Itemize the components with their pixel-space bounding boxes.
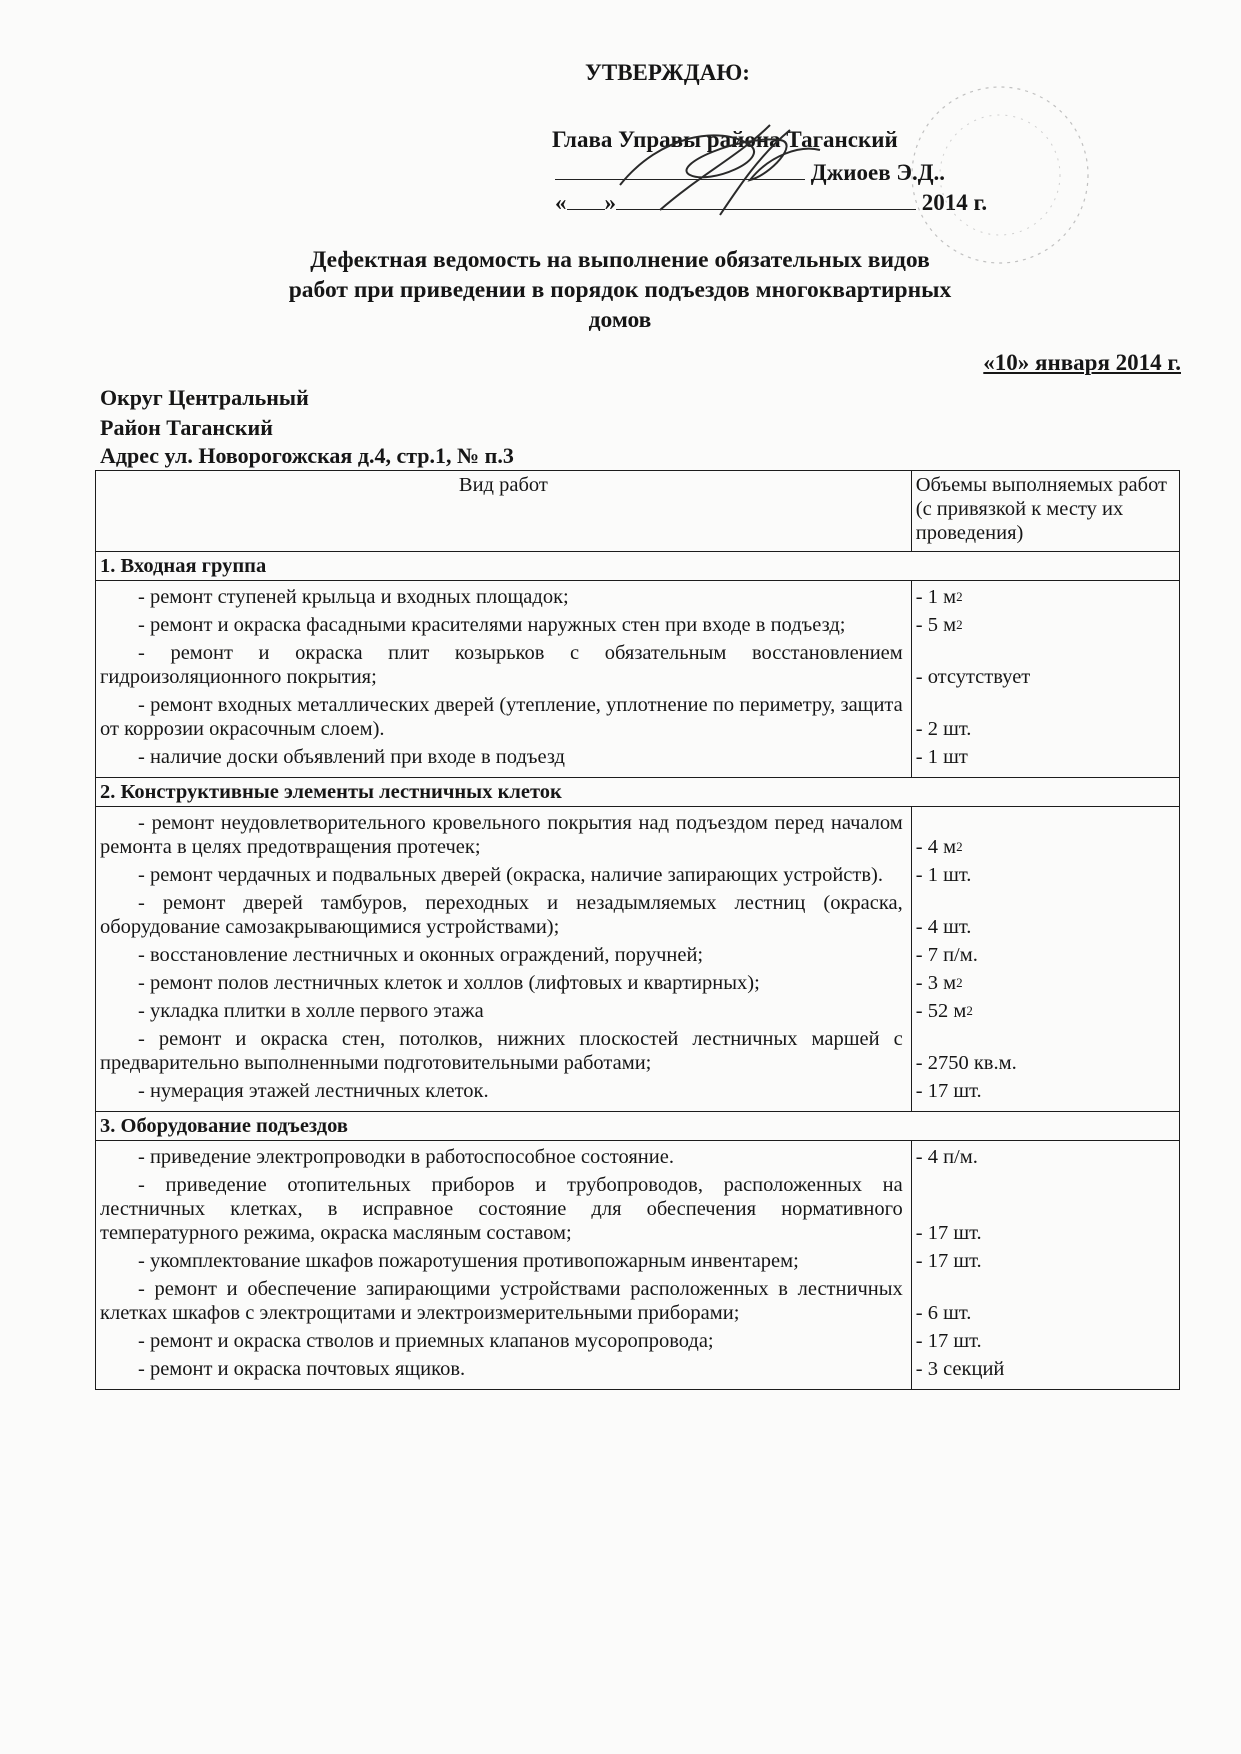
volume-value: - 17 шт.	[915, 1080, 982, 1102]
unit-superscript: 2	[956, 589, 963, 604]
quote-open: «	[555, 190, 567, 215]
okrug-label: Округ Центральный	[100, 385, 309, 410]
work-item: - ремонт неудовлетворительного кровельного покрытия над подъездом перед началом ремонта в целях предотвращения протечек;	[100, 812, 903, 858]
volume-value: - 3 секций	[915, 1358, 1005, 1380]
work-item: - наличие доски объявлений при входе в подъезд	[138, 746, 565, 768]
unit-superscript: 2	[956, 617, 963, 632]
volume-value: - 6 шт.	[915, 1302, 972, 1324]
volume-value: - 2750 кв.м.	[915, 1052, 1017, 1074]
work-item: - ремонт и окраска фасадными красителями наружных стен при входе в подъезд;	[138, 614, 846, 636]
volume-items-cell	[911, 807, 1179, 1112]
volume-value: - 2 шт.	[915, 718, 972, 740]
volume-item	[916, 999, 1175, 1023]
title-line-2: работ при приведении в порядок подъездов многоквартирных	[288, 277, 952, 303]
quote-close: »	[604, 190, 616, 215]
volume-item	[916, 1277, 1175, 1325]
volume-value: - 1 м	[915, 586, 957, 608]
unit-superscript: 2	[966, 1003, 973, 1018]
unit-superscript: 2	[956, 839, 963, 854]
volume-items-cell	[911, 581, 1179, 778]
work-item: - укладка плитки в холле первого этажа	[138, 1000, 484, 1022]
volume-value: - 4 шт.	[915, 916, 972, 938]
volume-item	[916, 891, 1175, 939]
volume-value: - 5 м	[915, 614, 957, 636]
volume-item	[916, 1027, 1175, 1075]
rayon-label: Район Таганский	[100, 415, 273, 440]
work-item: - ремонт ступеней крыльца и входных площадок;	[138, 586, 569, 608]
table-header-row	[96, 471, 1180, 552]
volume-value: - 17 шт.	[915, 1250, 982, 1272]
volume-value: - 17 шт.	[915, 1330, 982, 1352]
volume-value: - отсутствует	[915, 666, 1031, 688]
work-item: - нумерация этажей лестничных клеток.	[138, 1080, 489, 1102]
volume-value: - 52 м	[915, 1000, 967, 1022]
title-line-1: Дефектная ведомость на выполнение обязательных видов	[310, 247, 930, 273]
approval-year: 2014 г.	[921, 190, 988, 215]
section-row	[96, 1112, 1180, 1141]
document-title	[200, 245, 1040, 335]
section-title: 2. Конструктивные элементы лестничных клеток	[96, 778, 1180, 807]
work-item: - укомплектование шкафов пожаротушения противопожарным инвентарем;	[138, 1250, 799, 1272]
volume-item	[916, 641, 1175, 689]
volume-item	[916, 745, 1175, 769]
works-table	[95, 470, 1180, 1390]
volume-item	[916, 585, 1175, 609]
volume-value: - 17 шт.	[915, 1222, 982, 1244]
header-volume: Объемы выполняемых работ (с привязкой к месту их проведения)	[911, 471, 1179, 552]
section-row	[96, 778, 1180, 807]
stamp-icon	[900, 80, 1100, 270]
work-items-cell	[96, 807, 912, 1112]
volume-item	[916, 613, 1175, 637]
volume-item	[916, 971, 1175, 995]
volume-item	[916, 863, 1175, 887]
volume-value: - 4 м	[915, 836, 957, 858]
section-items-row	[96, 807, 1180, 1112]
signature-icon	[600, 115, 840, 225]
address-label: Адрес ул. Новорогожская д.4, стр.1, № п.3	[100, 443, 514, 468]
work-item: - ремонт дверей тамбуров, переходных и незадымляемых лестниц (окраска, оборудование самозакрывающимися устройствами);	[100, 892, 903, 938]
approver-name: Джиоев Э.Д..	[810, 160, 946, 185]
work-item: - ремонт и окраска плит козырьков с обязательным восстановлением гидроизоляционного покрытия;	[100, 642, 903, 688]
work-item: - приведение электропроводки в работоспособное состояние.	[138, 1146, 674, 1168]
unit-superscript: 2	[956, 975, 963, 990]
work-item: - ремонт чердачных и подвальных дверей (окраска, наличие запирающих устройств).	[138, 864, 883, 886]
work-item: - ремонт входных металлических дверей (утепление, уплотнение по периметру, защита от коррозии окрасочным слоем).	[100, 694, 903, 740]
work-item: - ремонт и обеспечение запирающими устройствами расположенных в лестничных клетках шкафов с электрощитами и электроизмерительными приборами;	[100, 1278, 903, 1324]
work-item: - ремонт и окраска почтовых ящиков.	[138, 1358, 466, 1380]
volume-value: - 7 п/м.	[915, 944, 978, 966]
title-line-3: домов	[588, 307, 652, 333]
work-item: - восстановление лестничных и оконных ограждений, поручней;	[138, 944, 704, 966]
work-item: - приведение отопительных приборов и трубопроводов, расположенных на лестничных клетках, в исправное состояние для обеспечения нормативного температурного режима, окраска масляным составом;	[100, 1174, 903, 1244]
volume-value: - 1 шт	[915, 746, 968, 768]
volume-value: - 1 шт.	[915, 864, 972, 886]
volume-item	[916, 1357, 1175, 1381]
work-items-cell	[96, 581, 912, 778]
volume-item	[916, 943, 1175, 967]
header-work: Вид работ	[96, 471, 912, 552]
day-underline	[567, 191, 605, 210]
volume-item	[916, 811, 1175, 859]
section-title: 3. Оборудование подъездов	[96, 1112, 1180, 1141]
volume-items-cell	[911, 1141, 1179, 1390]
volume-value: - 3 м	[915, 972, 957, 994]
volume-item	[916, 1145, 1175, 1169]
section-items-row	[96, 1141, 1180, 1390]
section-title: 1. Входная группа	[96, 552, 1180, 581]
work-item: - ремонт и окраска стен, потолков, нижних плоскостей лестничных маршей с предварительно выполненными подготовительными работами;	[100, 1028, 903, 1074]
volume-item	[916, 1249, 1175, 1273]
work-items-cell	[96, 1141, 912, 1390]
volume-item	[916, 1329, 1175, 1353]
volume-value: - 4 п/м.	[915, 1146, 978, 1168]
document-date: «10» января 2014 г.	[983, 350, 1181, 375]
volume-item	[916, 1173, 1175, 1245]
section-items-row	[96, 581, 1180, 778]
section-row	[96, 552, 1180, 581]
work-item: - ремонт и окраска стволов и приемных клапанов мусоропровода;	[138, 1330, 714, 1352]
approval-role: Глава Управы района Таганский	[552, 127, 898, 152]
volume-item	[916, 1079, 1175, 1103]
volume-item	[916, 693, 1175, 741]
work-item: - ремонт полов лестничных клеток и холлов (лифтовых и квартирных);	[138, 972, 760, 994]
approval-title: УТВЕРЖДАЮ:	[585, 60, 750, 85]
